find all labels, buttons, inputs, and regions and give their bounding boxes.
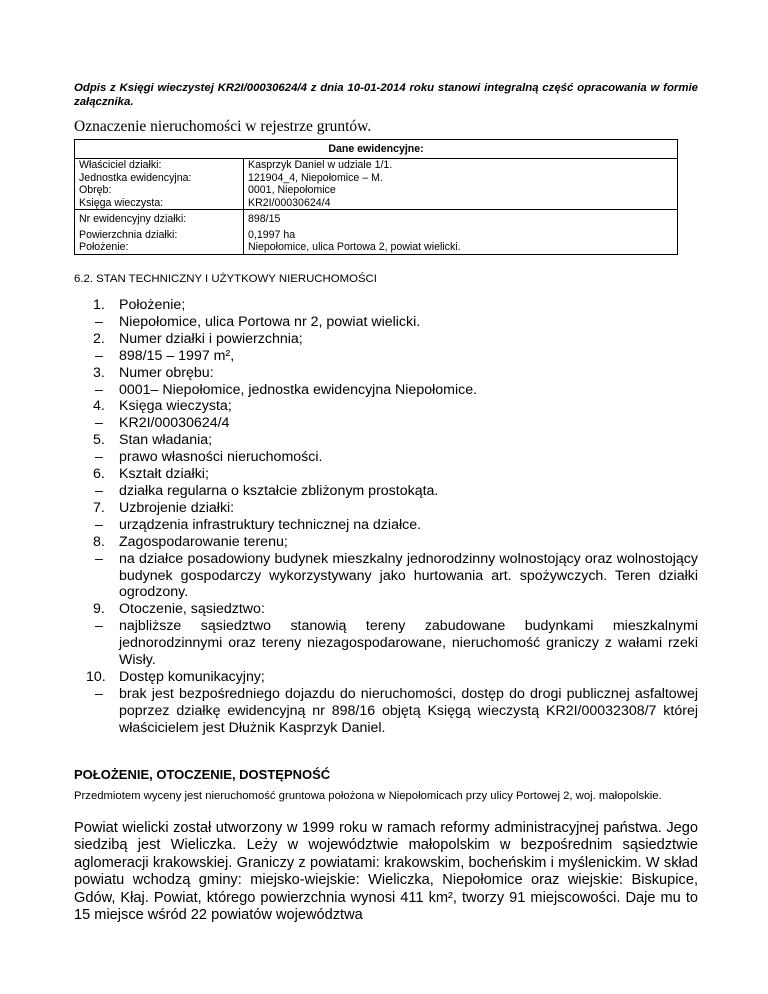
- label-precinct: Obręb:: [79, 184, 112, 196]
- list-item: – 898/15 – 1997 m²,: [95, 347, 235, 364]
- list-item: – Niepołomice, ulica Portowa nr 2, powiat wielicki.: [95, 313, 421, 330]
- value-plot-number: 898/15: [248, 213, 281, 225]
- body-paragraph: Powiat wielicki został utworzony w 1999 roku w ramach reformy administracyjnej państwa. Jego siedzibą jest Wieliczka. Leży w województwie małopolskim w bezpośrednim sąsiedztwie aglomeracji krakowskiej. Graniczy z powiatami: krakowskim, bocheńskim i myślenickim. W skład powiatu wchodzą gminy: miejsko-wiejskie: Wieliczka, Niepołomice oraz wiejskie: Biskupice, Gdów, Kłaj. Powiat, którego powierzchnia wynosi 411 km², tworzy 91 miejscowości. Daje mu to 15 miejsce wśród 22 powiatów województwa: [74, 820, 698, 924]
- list-item: 4. Księga wieczysta;: [93, 398, 232, 415]
- list-item: 9. Otoczenie, sąsiedztwo:: [93, 601, 265, 618]
- value-land-register: KR2I/00030624/4: [248, 196, 331, 209]
- list-item: 8. Zagospodarowanie terenu;: [93, 533, 288, 550]
- list-item: – prawo własności nieruchomości.: [95, 449, 323, 466]
- section-heading: 6.2. STAN TECHNICZNY I UŻYTKOWY NIERUCHOMOŚCI: [74, 273, 377, 285]
- list-item: 5. Stan władania;: [93, 432, 213, 449]
- group2-values: [244, 210, 678, 255]
- value-unit: 121904_4, Niepołomice – M.: [248, 171, 383, 184]
- group1-labels: [75, 159, 244, 210]
- list-item: – 0001– Niepołomice, jednostka ewidencyjna Niepołomice.: [95, 381, 478, 398]
- label-land-register: Księga wieczysta:: [79, 196, 164, 209]
- list-item: – najbliższe sąsiedztwo stanowią tereny zabudowane budynkami mieszkalnymi jednorodzinnymi oraz tereny niezagospodarowane, nieruchomość graniczy z wałami rzeki Wisły.: [95, 618, 698, 669]
- value-location: Niepołomice, ulica Portowa 2, powiat wielicki.: [248, 241, 461, 253]
- list-item: 3. Numer obrębu:: [93, 364, 214, 381]
- list-item: – działka regularna o kształcie zbliżonym prostokąta.: [95, 482, 439, 499]
- value-owner: Kasprzyk Daniel w udziale 1/1.: [248, 159, 393, 171]
- list-item: 2. Numer działki i powierzchnia;: [93, 330, 303, 347]
- label-owner: Właściciel działki:: [79, 159, 162, 171]
- value-precinct: 0001, Niepołomice: [248, 184, 336, 196]
- table-header: Dane ewidencyjne:: [75, 140, 678, 159]
- registry-table: [74, 139, 678, 255]
- table-group-2: [75, 210, 678, 255]
- list-item: – KR2I/00030624/4: [95, 415, 230, 432]
- list-item: 6. Kształt działki;: [93, 466, 209, 483]
- label-location: Położenie:: [79, 241, 129, 253]
- table-header-row: [75, 140, 678, 159]
- list-item: – na działce posadowiony budynek mieszkalny jednorodzinny wolnostojący oraz wolnostojący budynek gospodarczy wykorzystywany jako hurtowania art. spożywczych. Teren działki ogrodzony.: [95, 550, 698, 601]
- table-group-1: [75, 159, 678, 210]
- list-item: 7. Uzbrojenie działki:: [93, 499, 235, 516]
- list-item: 10. Dostęp komunikacyjny;: [86, 668, 265, 685]
- header-note: Odpis z Księgi wieczystej KR2I/00030624/4 z dnia 10-01-2014 roku stanowi integralną część opracowania w formie załącznika.: [74, 82, 698, 108]
- label-plot-number: Nr ewidencyjny działki:: [79, 213, 187, 225]
- list-item: 1. Położenie;: [93, 297, 186, 313]
- value-area: 0,1997 ha: [248, 228, 296, 241]
- label-unit: Jednostka ewidencyjna:: [79, 171, 192, 184]
- label-area: Powierzchnia działki:: [79, 228, 178, 241]
- group2-labels: [75, 210, 244, 255]
- intro-paragraph: Przedmiotem wyceny jest nieruchomość gruntowa położona w Niepołomicach przy ulicy Portowej 2, woj. małopolskie.: [74, 790, 662, 802]
- property-condition-list: [74, 297, 698, 737]
- group1-values: [244, 159, 678, 210]
- list-item: – brak jest bezpośredniego dojazdu do nieruchomości, dostęp do drogi publicznej asfaltowej poprzez działkę ewidencyjną nr 898/16 objętą Księgą wieczystą KR2I/00032308/7 której właścicielem jest Dłużnik Kasprzyk Daniel.: [95, 685, 698, 736]
- list-item: – urządzenia infrastruktury technicznej na działce.: [95, 516, 422, 533]
- location-heading: POŁOŻENIE, OTOCZENIE, DOSTĘPNOŚĆ: [74, 767, 331, 782]
- registry-title: Oznaczenie nieruchomości w rejestrze gruntów.: [74, 118, 372, 135]
